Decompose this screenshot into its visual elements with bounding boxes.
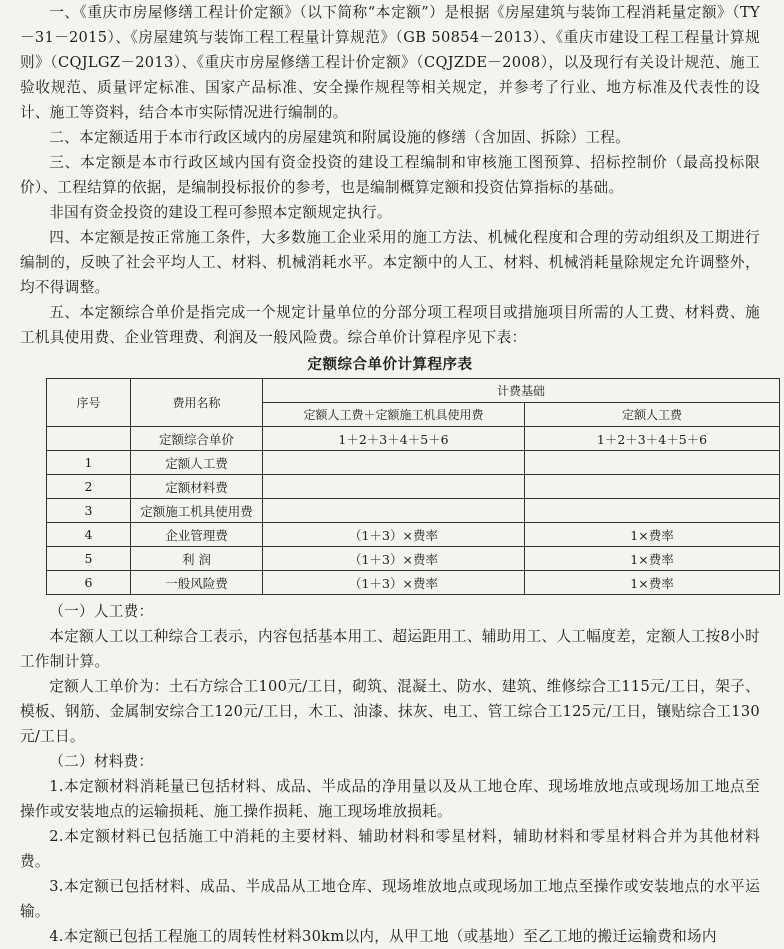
cell-basis-b	[525, 499, 780, 523]
table-row	[47, 451, 780, 475]
cell-basis-a	[263, 475, 525, 499]
cell-name: 一般风险费	[131, 571, 263, 595]
cell-seq: 3	[47, 499, 131, 523]
table-title: 定额综合单价计算程序表	[307, 357, 473, 373]
cell-basis-b: 1＋2＋3＋4＋5＋6	[525, 427, 780, 451]
cell-seq: 1	[47, 451, 131, 475]
table-row	[47, 547, 780, 571]
paragraph-6: 五、本定额综合单价是指完成一个规定计量单位的分部分项工程项目或措施项目所需的人工费、材料费、施工机具使用费、企业管理费、利润及一般风险费。综合单价计算程序见下表：	[20, 304, 760, 346]
cell-name: 定额材料费	[131, 475, 263, 499]
section-heading-material: （二）材料费：	[49, 753, 154, 770]
cell-basis-a: 1＋2＋3＋4＋5＋6	[263, 427, 525, 451]
paragraph-material-1: 1.本定额材料消耗量已包括材料、成品、半成品的净用量以及从工地仓库、现场堆放地点或现场加工地点至操作或安装地点的运输损耗、施工操作损耗、施工现场堆放损耗。	[20, 778, 760, 820]
paragraph-4: 非国有资金投资的建设工程可参照本定额规定执行。	[49, 204, 392, 221]
paragraph-5: 四、本定额是按正常施工条件，大多数施工企业采用的施工方法、机械化程度和合理的劳动组织及工期进行编制的，反映了社会平均人工、材料、机械消耗水平。本定额中的人工、材料、机械消耗量除规定允许调整外，均不得调整。	[20, 229, 760, 296]
cell-seq: 5	[47, 547, 131, 571]
cell-name: 企业管理费	[131, 523, 263, 547]
table-row	[47, 571, 780, 595]
paragraph-material-3: 3.本定额已包括材料、成品、半成品从工地仓库、现场堆放地点或现场加工地点至操作或安装地点的水平运输。	[20, 878, 760, 920]
cell-basis-b	[525, 475, 780, 499]
cell-basis-b: 1×费率	[525, 547, 780, 571]
table-row	[47, 523, 780, 547]
cost-details-section	[20, 599, 760, 949]
cell-basis-a: （1＋3）×费率	[263, 571, 525, 595]
cell-basis-b: 1×费率	[525, 523, 780, 547]
table-row	[47, 475, 780, 499]
paragraph-material-4: 4.本定额已包括工程施工的周转性材料30km以内，从甲工地（或基地）至乙工地的搬迁运输费和场内	[49, 928, 717, 945]
header-basis-a: 定额人工费＋定额施工机具使用费	[263, 403, 525, 427]
section-heading-labor: （一）人工费：	[49, 603, 154, 620]
cell-name: 定额综合单价	[131, 427, 263, 451]
header-basis-b: 定额人工费	[525, 403, 780, 427]
paragraph-labor-1: 本定额人工以工种综合工表示，内容包括基本用工、超运距用工、辅助用工、人工幅度差，定额人工按8小时工作制计算。	[20, 628, 760, 670]
header-seq: 序号	[47, 379, 131, 427]
paragraph-2: 二、本定额适用于本市行政区域内的房屋建筑和附属设施的修缮（含加固、拆除）工程。	[49, 129, 631, 146]
cell-basis-a: （1＋3）×费率	[263, 523, 525, 547]
cell-seq	[47, 427, 131, 451]
cell-seq: 2	[47, 475, 131, 499]
cell-basis-a: （1＋3）×费率	[263, 547, 525, 571]
table-header-row	[47, 379, 780, 403]
paragraph-3: 三、本定额是本市行政区域内国有资金投资的建设工程编制和审核施工图预算、招标控制价（最高投标限价）、工程结算的依据，是编制投标报价的参考，也是编制概算定额和投资估算指标的基础。	[20, 154, 760, 196]
cell-seq: 6	[47, 571, 131, 595]
calculation-table	[46, 378, 780, 595]
cell-basis-a	[263, 499, 525, 523]
cell-name: 利 润	[131, 547, 263, 571]
paragraph-1: 一、《重庆市房屋修缮工程计价定额》（以下简称“本定额”）是根据《房屋建筑与装饰工程消耗量定额》（TY－31－2015）、《房屋建筑与装饰工程工程量计算规范》（GB 50854－2013）、《重庆市建设工程工程量计算规则》（CQJLGZ－2013）、《重庆市房屋修缮工程计价定额》（CQJZDE－2008），以及现行有关设计规范、施工验收规范、质量评定标准、国家产品标准、安全操作规程等相关规定，并参考了行业、地方标准及代表性的设计、施工等资料，结合本市实际情况进行编制的。	[20, 4, 760, 121]
cell-basis-b	[525, 451, 780, 475]
paragraph-material-2: 2.本定额材料已包括施工中消耗的主要材料、辅助材料和零星材料，辅助材料和零星材料合并为其他材料费。	[20, 828, 760, 870]
header-name: 费用名称	[131, 379, 263, 427]
header-basis: 计费基础	[263, 379, 780, 403]
cell-seq: 4	[47, 523, 131, 547]
cell-basis-a	[263, 451, 525, 475]
paragraph-labor-2: 定额人工单价为：土石方综合工100元/工日，砌筑、混凝土、防水、建筑、维修综合工115元/工日，架子、模板、钢筋、金属制安综合工120元/工日，木工、油漆、抹灰、电工、管工综合工125元/工日，镶贴综合工130元/工日。	[20, 678, 760, 745]
table-row	[47, 499, 780, 523]
table-row	[47, 427, 780, 451]
cell-name: 定额施工机具使用费	[131, 499, 263, 523]
intro-section	[20, 0, 760, 350]
cell-basis-b: 1×费率	[525, 571, 780, 595]
cell-name: 定额人工费	[131, 451, 263, 475]
